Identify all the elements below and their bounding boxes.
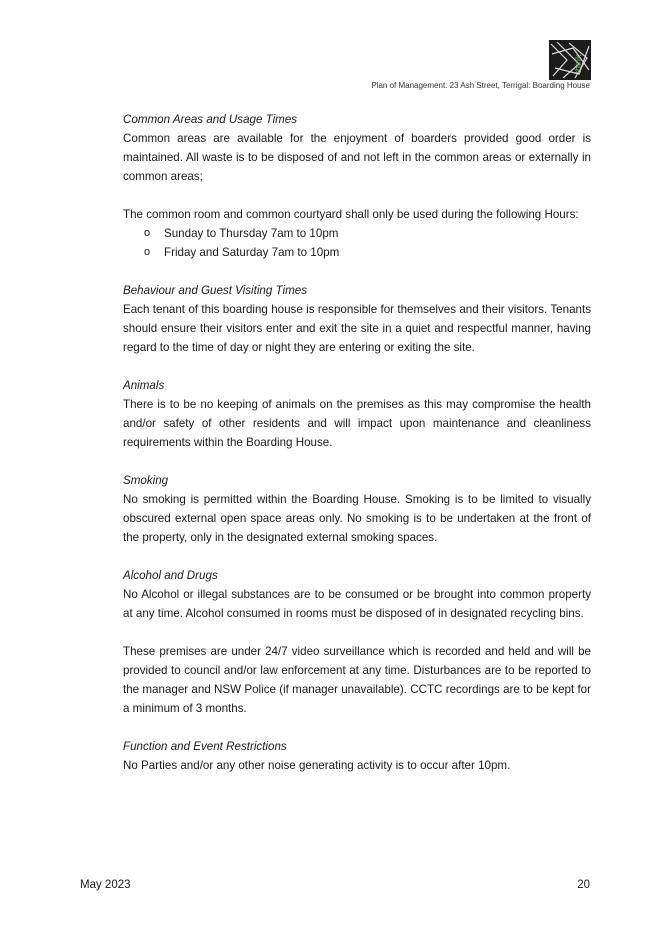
paragraph: No Alcohol or illegal substances are to be consumed or be brought into common property at any time. Alcohol consumed in rooms must be disposed of in designated recycling bins. <box>123 588 591 620</box>
list-item: o Sunday to Thursday 7am to 10pm <box>123 224 591 243</box>
section-title: Common Areas and Usage Times <box>123 113 298 126</box>
document-body <box>123 110 591 794</box>
section-common-areas <box>123 110 591 262</box>
paragraph: No smoking is permitted within the Boarding House. Smoking is to be limited to visually obscured external open space areas only. No smoking is to be undertaken at the front of the property, only in the designated external smoking spaces. <box>123 493 591 544</box>
list-item: o Friday and Saturday 7am to 10pm <box>123 243 591 262</box>
section-function <box>123 737 591 775</box>
section-smoking <box>123 471 591 547</box>
paragraph: There is to be no keeping of animals on the premises as this may compromise the health and/or safety of other residents and will impact upon maintenance and cleanliness requirements within the Boarding House. <box>123 398 591 449</box>
section-title: Alcohol and Drugs <box>123 569 218 582</box>
section-alcohol <box>123 566 591 718</box>
section-title: Smoking <box>123 474 169 487</box>
paragraph: The common room and common courtyard shall only be used during the following Hours: <box>123 208 579 221</box>
section-title: Function and Event Restrictions <box>123 740 287 753</box>
section-title: Behaviour and Guest Visiting Times <box>123 284 307 297</box>
svg-text:think: think <box>573 54 583 74</box>
footer-date: May 2023 <box>80 879 131 891</box>
paragraph: No Parties and/or any other noise generating activity is to occur after 10pm. <box>123 759 511 772</box>
page-number: 20 <box>577 879 590 891</box>
hours-list <box>123 224 591 262</box>
running-header-title: Plan of Management: 23 Ash Street, Terrigal: Boarding House <box>371 81 590 90</box>
company-logo <box>549 40 591 80</box>
paragraph: These premises are under 24/7 video surveillance which is recorded and held and will be provided to council and/or law enforcement at any time. Disturbances are to be reported to the manager and NSW Police (if manager unavailable). CCTC recordings are to be kept for a minimum of 3 months. <box>123 645 591 715</box>
section-animals <box>123 376 591 452</box>
paragraph: Each tenant of this boarding house is responsible for themselves and their visitors. Tenants should ensure their visitors enter and exit the site in a quiet and respectful manner, having regard to the time of day or night they are entering or exiting the site. <box>123 303 591 354</box>
section-title: Animals <box>123 379 165 392</box>
paragraph: Common areas are available for the enjoyment of boarders provided good order is maintained. All waste is to be disposed of and not left in the common areas or externally in common areas; <box>123 132 591 183</box>
section-behaviour <box>123 281 591 357</box>
